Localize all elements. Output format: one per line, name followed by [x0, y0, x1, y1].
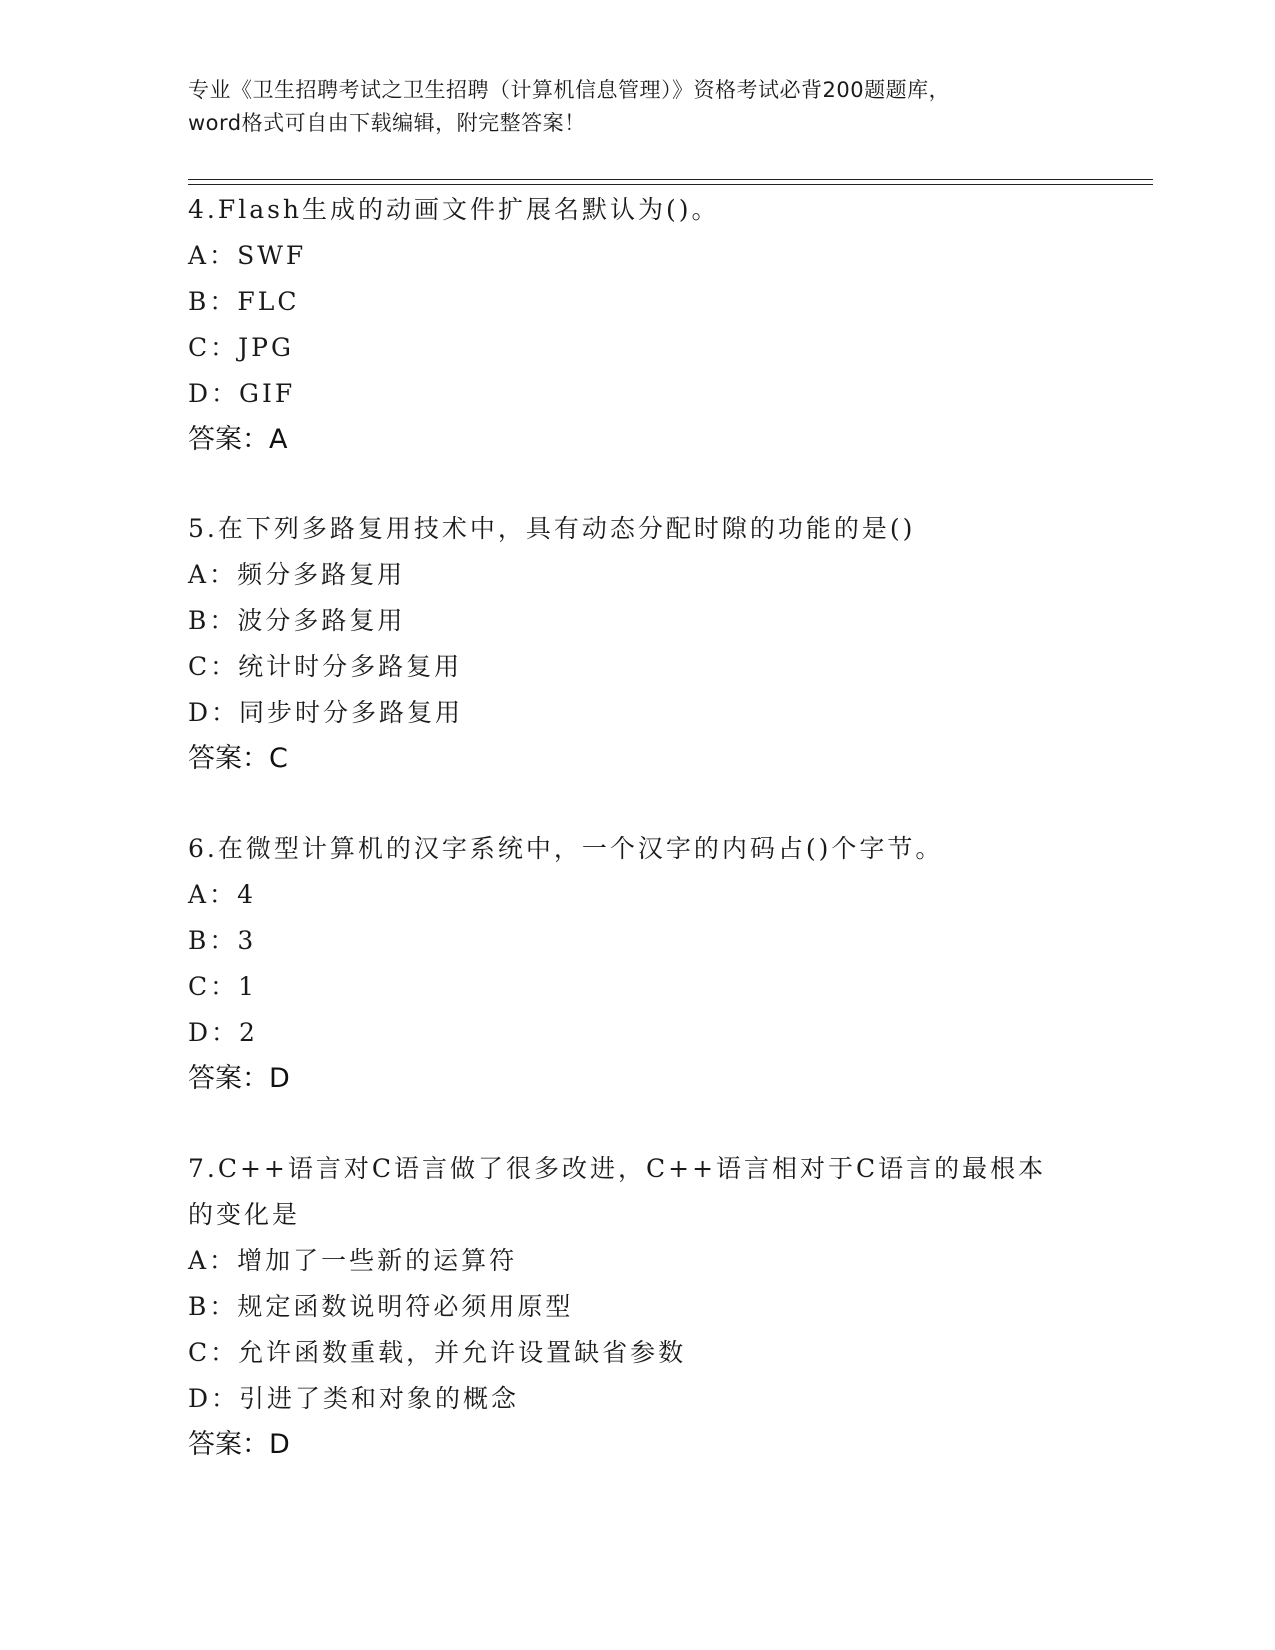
option-key: C： — [188, 1338, 239, 1367]
option-c — [188, 325, 1088, 371]
option-text: 允许函数重载，并允许设置缺省参数 — [238, 1338, 687, 1367]
question-stem: 4.Flash生成的动画文件扩展名默认为()。 — [188, 195, 720, 224]
option-key: A： — [188, 880, 238, 909]
option-key: B： — [188, 926, 238, 955]
question-stem: 7.C++语言对C语言做了很多改进，C++语言相对于C语言的最根本的变化是 — [188, 1154, 1047, 1229]
option-text: 4 — [237, 880, 256, 909]
option-key: A： — [188, 1246, 238, 1275]
question-block — [188, 187, 1088, 463]
question-stem: 5.在下列多路复用技术中，具有动态分配时隙的功能的是() — [188, 514, 916, 543]
header-line-2: word格式可自由下载编辑，附完整答案！ — [188, 111, 586, 135]
option-text: SWF — [237, 241, 307, 270]
question-block — [188, 1146, 1088, 1468]
option-key: D： — [188, 1018, 240, 1047]
question-block — [188, 826, 1088, 1102]
option-key: A： — [188, 560, 238, 589]
answer-line: 答案：D — [188, 1429, 290, 1460]
option-a — [188, 1238, 1088, 1284]
option-b — [188, 598, 1088, 644]
option-key: B： — [188, 606, 238, 635]
option-text: 1 — [238, 972, 258, 1001]
option-key: D： — [188, 1384, 240, 1413]
document-header — [188, 74, 1088, 140]
question-block — [188, 506, 1088, 782]
option-text: 频分多路复用 — [237, 560, 406, 589]
option-key: A： — [188, 241, 238, 270]
option-text: GIF — [239, 379, 296, 408]
option-key: B： — [188, 287, 238, 316]
option-text: 波分多路复用 — [237, 606, 406, 635]
answer-line: 答案：C — [188, 743, 288, 774]
option-text: 规定函数说明符必须用原型 — [237, 1292, 574, 1321]
option-key: B： — [188, 1292, 238, 1321]
option-text: 3 — [237, 926, 257, 955]
answer-line: 答案：A — [188, 424, 288, 455]
option-d — [188, 371, 1088, 417]
option-c — [188, 1330, 1088, 1376]
option-text: FLC — [237, 287, 300, 316]
option-a — [188, 552, 1088, 598]
option-key: C： — [188, 972, 239, 1001]
option-d — [188, 690, 1088, 736]
option-b — [188, 918, 1088, 964]
header-divider-top — [188, 179, 1153, 180]
option-c — [188, 964, 1088, 1010]
option-key: C： — [188, 333, 239, 362]
option-text: 增加了一些新的运算符 — [237, 1246, 518, 1275]
option-d — [188, 1010, 1088, 1056]
option-a — [188, 872, 1088, 918]
header-divider-bottom — [188, 184, 1153, 185]
option-b — [188, 1284, 1088, 1330]
option-text: 统计时分多路复用 — [238, 652, 463, 681]
option-d — [188, 1376, 1088, 1422]
option-text: 引进了类和对象的概念 — [239, 1384, 520, 1413]
header-line-1: 专业《卫生招聘考试之卫生招聘（计算机信息管理）》资格考试必背200题题库， — [188, 78, 951, 102]
option-text: 2 — [239, 1018, 258, 1047]
option-text: 同步时分多路复用 — [239, 698, 464, 727]
option-c — [188, 644, 1088, 690]
option-text: JPG — [238, 333, 294, 362]
answer-line: 答案：D — [188, 1063, 290, 1094]
option-key: D： — [188, 698, 240, 727]
option-a — [188, 233, 1088, 279]
option-key: D： — [188, 379, 240, 408]
option-key: C： — [188, 652, 239, 681]
question-stem: 6.在微型计算机的汉字系统中，一个汉字的内码占()个字节。 — [188, 834, 944, 863]
option-b — [188, 279, 1088, 325]
